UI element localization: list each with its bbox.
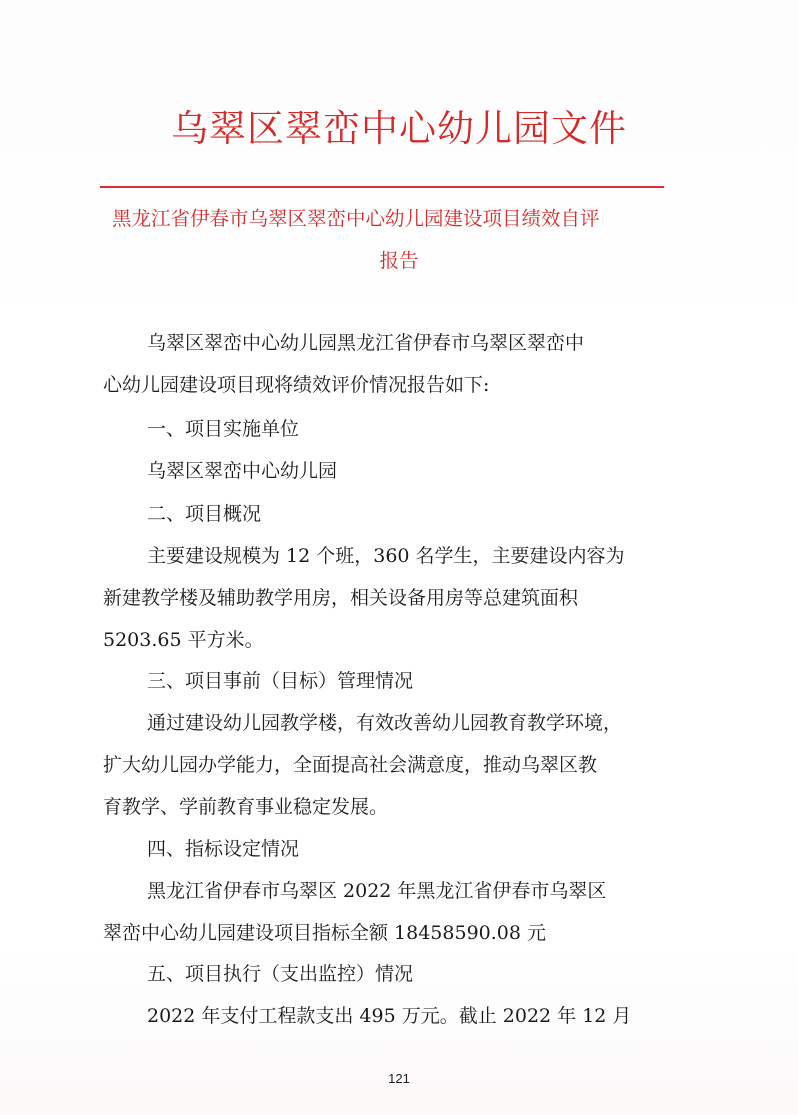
section-heading-2: 二、项目概况 [147, 503, 262, 525]
section-1-body: 乌翠区翠峦中心幼儿园 [147, 460, 338, 482]
section-3-body-line-1: 通过建设幼儿园教学楼，有效改善幼儿园教育教学环境， [147, 712, 623, 734]
section-2-body-line-2: 新建教学楼及辅助教学用房，相关设备用房等总建筑面积 [103, 587, 579, 609]
section-5-body-line-1: 2022 年支付工程款支出 495 万元。截止 2022 年 12 月 [147, 1005, 632, 1027]
document-header-title: 乌翠区翠峦中心幼儿园文件 [171, 107, 627, 150]
report-title-line-1: 黑龙江省伊春市乌翠区翠峦中心幼儿园建设项目绩效自评 [112, 207, 600, 230]
page-number: 121 [388, 1071, 410, 1086]
section-2-body-line-3: 5203.65 平方米。 [103, 629, 264, 651]
section-heading-3: 三、项目事前（目标）管理情况 [147, 670, 414, 692]
section-3-body-line-2: 扩大幼儿园办学能力，全面提高社会满意度，推动乌翠区教 [103, 754, 598, 776]
paragraph-intro-line-1: 乌翠区翠峦中心幼儿园黑龙江省伊春市乌翠区翠峦中 [147, 332, 585, 354]
section-3-body-line-3: 育教学、学前教育事业稳定发展。 [103, 796, 389, 818]
section-heading-4: 四、指标设定情况 [147, 838, 300, 860]
section-4-body-line-2: 翠峦中心幼儿园建设项目指标全额 18458590.08 元 [103, 922, 547, 944]
red-divider-line [100, 186, 664, 188]
paragraph-intro-line-2: 心幼儿园建设项目现将绩效评价情况报告如下: [103, 374, 490, 396]
report-title-line-2: 报告 [379, 249, 419, 272]
section-heading-5: 五、项目执行（支出监控）情况 [147, 963, 414, 985]
section-2-body-line-1: 主要建设规模为 12 个班，360 名学生，主要建设内容为 [147, 545, 625, 567]
section-4-body-line-1: 黑龙江省伊春市乌翠区 2022 年黑龙江省伊春市乌翠区 [147, 880, 607, 902]
section-heading-1: 一、项目实施单位 [147, 418, 300, 440]
